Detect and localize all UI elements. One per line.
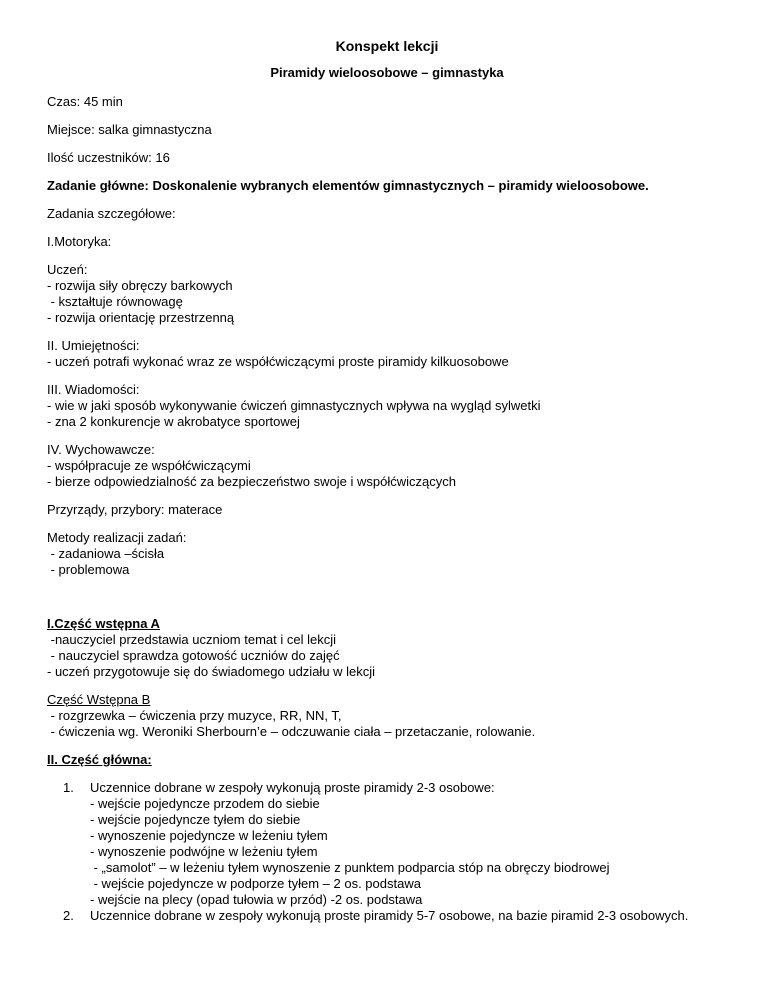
list-item: - uczeń potrafi wykonać wraz ze współćwiczącymi proste piramidy kilkuosobowe (47, 354, 509, 369)
wiadomosci-heading: III. Wiadomości: (47, 382, 140, 397)
item-number: 2. (63, 908, 74, 923)
list-item: -nauczyciel przedstawia uczniom temat i cel lekcji (47, 632, 336, 647)
umiejetnosci-block (47, 338, 727, 370)
list-item: - problemowa (47, 562, 130, 577)
wiadomosci-block (47, 382, 727, 430)
list-item: - wie w jaki sposób wykonywanie ćwiczeń gimnastycznych wpływa na wygląd sylwetki (47, 398, 541, 413)
czesc-wstepna-b-block (47, 692, 727, 740)
sub-item: - „samolot” – w leżeniu tyłem wynoszenie z punktem podparcia stóp na obręczy biodrowej (90, 860, 610, 875)
sub-item: - wejście na plecy (opad tułowia w przód) -2 os. podstawa (90, 892, 423, 907)
list-item: - rozwija siły obręczy barkowych (47, 278, 233, 293)
umiejetnosci-heading: II. Umiejętności: (47, 338, 140, 353)
item-text: Uczennice dobrane w zespoły wykonują proste piramidy 5-7 osobowe, na bazie piramid 2-3 osobowych. (90, 908, 689, 923)
list-item: - rozgrzewka – ćwiczenia przy muzyce, RR, NN, T, (47, 708, 342, 723)
spacer (47, 590, 727, 616)
czesc-glowna-heading: II. Część główna: (47, 752, 152, 767)
document-subtitle: Piramidy wieloosobowe – gimnastyka (270, 65, 504, 80)
wychowawcze-heading: IV. Wychowawcze: (47, 442, 155, 457)
list-item: - współpracuje ze współćwiczącymi (47, 458, 251, 473)
document-page (47, 38, 727, 924)
sub-item: - wejście pojedyncze w podporze tyłem – 2 os. podstawa (90, 876, 421, 891)
main-part-item-2 (47, 908, 727, 924)
list-item: - nauczyciel sprawdza gotowość uczniów do zajęć (47, 648, 340, 663)
meta-ilosc: Ilość uczestników: 16 (47, 150, 170, 165)
item-text: Uczennice dobrane w zespoły wykonują proste piramidy 2-3 osobowe: (90, 780, 495, 795)
czesc-wstepna-a-block (47, 616, 727, 680)
sub-item: - wejście pojedyncze przodem do siebie (90, 796, 320, 811)
main-part-item-1 (47, 780, 727, 908)
list-item: - zadaniowa –ścisła (47, 546, 165, 561)
detailed-tasks-heading: Zadania szczegółowe: (47, 206, 176, 221)
list-item: - kształtuje równowagę (47, 294, 183, 309)
motoryka-block (47, 262, 727, 326)
item-number: 1. (63, 780, 74, 795)
meta-czas: Czas: 45 min (47, 94, 123, 109)
main-part-list (47, 780, 727, 924)
document-title: Konspekt lekcji (335, 38, 439, 54)
sub-item: - wynoszenie pojedyncze w leżeniu tyłem (90, 828, 328, 843)
czesc-wstepna-b-heading: Część Wstępna B (47, 692, 151, 707)
list-item: - zna 2 konkurencje w akrobatyce sportowej (47, 414, 300, 429)
list-item: - ćwiczenia wg. Weroniki Sherbourn’e – odczuwanie ciała – przetaczanie, rolowanie. (47, 724, 536, 739)
sub-item: - wynoszenie podwójne w leżeniu tyłem (90, 844, 318, 859)
motoryka-intro: Uczeń: (47, 262, 88, 277)
equipment: Przyrządy, przybory: materace (47, 502, 223, 517)
list-item: - uczeń przygotowuje się do świadomego udziału w lekcji (47, 664, 376, 679)
metody-heading: Metody realizacji zadań: (47, 530, 187, 545)
list-item: - rozwija orientację przestrzenną (47, 310, 235, 325)
wychowawcze-block (47, 442, 727, 490)
meta-miejsce: Miejsce: salka gimnastyczna (47, 122, 212, 137)
czesc-wstepna-a-heading: I.Część wstępna A (47, 616, 160, 631)
list-item: - bierze odpowiedzialność za bezpieczeństwo swoje i współćwiczących (47, 474, 456, 489)
main-task: Zadanie główne: Doskonalenie wybranych elementów gimnastycznych – piramidy wieloosobowe. (47, 178, 649, 193)
metody-block (47, 530, 727, 578)
motoryka-heading: I.Motoryka: (47, 234, 112, 249)
sub-item: - wejście pojedyncze tyłem do siebie (90, 812, 301, 827)
